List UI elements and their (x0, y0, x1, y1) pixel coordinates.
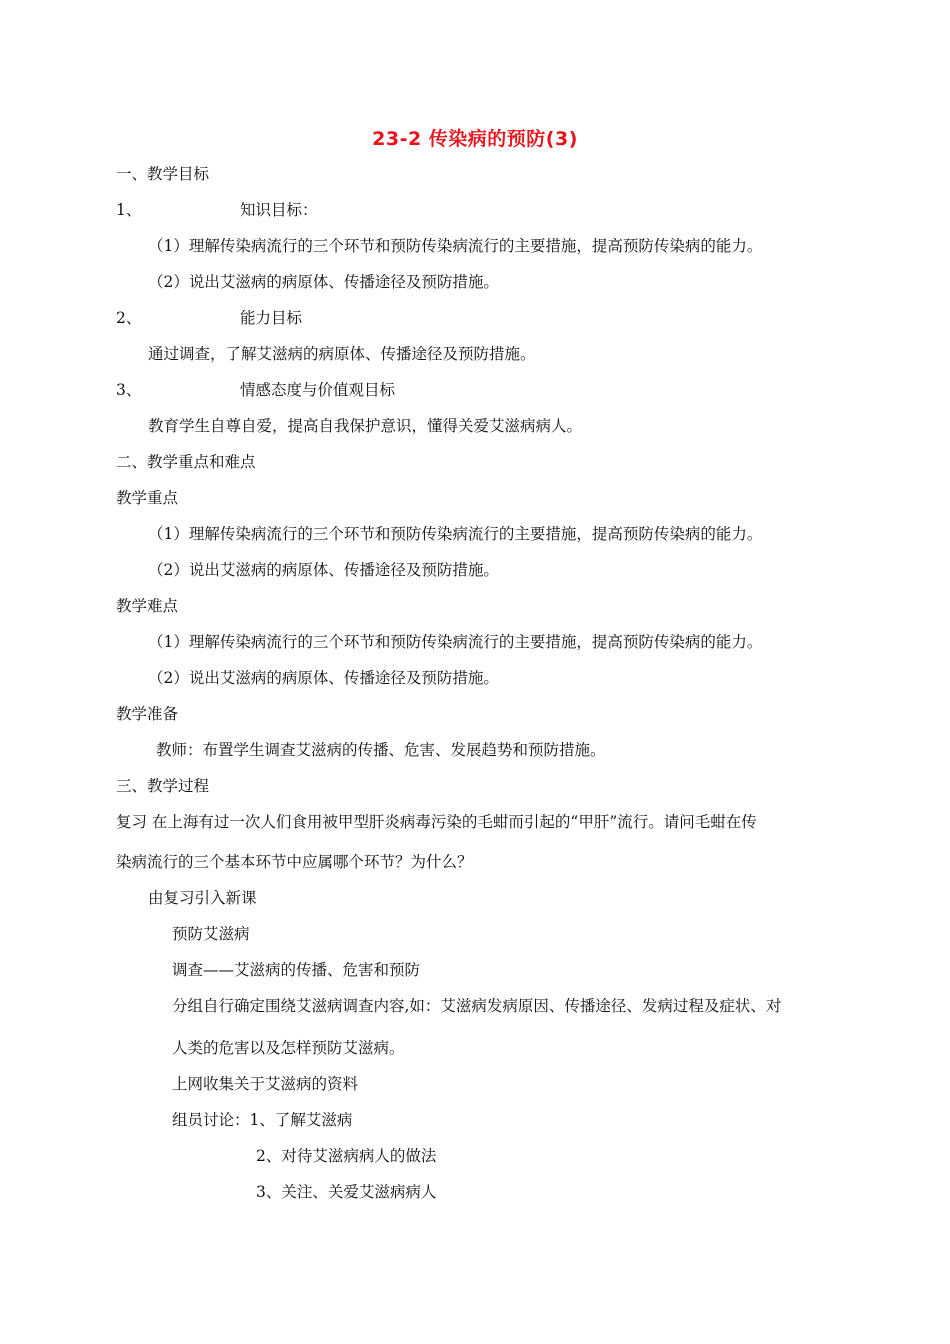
goal-3-number: 3、 (116, 381, 142, 399)
goal-2-number: 2、 (116, 309, 142, 327)
goal-2 (116, 308, 302, 328)
goal-2-label: 能力目标 (240, 309, 303, 327)
preparation-heading: 教学准备 (116, 705, 179, 723)
process-line-4: 上网收集关于艾滋病的资料 (172, 1075, 359, 1093)
preparation-text: 教师：布置学生调查艾滋病的传播、危害、发展趋势和预防措施。 (156, 741, 606, 759)
process-line-2: 调查——艾滋病的传播、危害和预防 (172, 961, 421, 979)
goal-1-label: 知识目标： (240, 201, 318, 219)
intro-line: 由复习引入新课 (148, 889, 257, 907)
key-point-a: （1）理解传染病流行的三个环节和预防传染病流行的主要措施，提高预防传染病的能力。 (148, 525, 763, 543)
process-line-3a: 分组自行确定围绕艾滋病调查内容,如：艾滋病发病原因、传播途径、发病过程及症状、对 (172, 997, 782, 1015)
goal-3 (116, 380, 395, 400)
review-line-1: 复习 在上海有过一次人们食用被甲型肝炎病毒污染的毛蚶而引起的“甲肝”流行。请问毛蚶在传 (116, 813, 757, 831)
section-heading-3: 三、教学过程 (116, 777, 210, 795)
difficulty-a: （1）理解传染病流行的三个环节和预防传染病流行的主要措施，提高预防传染病的能力。 (148, 633, 763, 651)
process-line-3b: 人类的危害以及怎样预防艾滋病。 (172, 1039, 405, 1057)
goal-3-item: 教育学生自尊自爱，提高自我保护意识，懂得关爱艾滋病病人。 (148, 417, 583, 435)
goal-1 (116, 200, 318, 220)
process-line-1: 预防艾滋病 (172, 925, 250, 943)
goal-1-number: 1、 (116, 201, 142, 219)
goal-3-label: 情感态度与价值观目标 (240, 381, 396, 399)
document-title: 23-2 传染病的预防(3) (372, 128, 578, 150)
process-line-5: 组员讨论：1、了解艾滋病 (172, 1111, 353, 1129)
goal-1-item-b: （2）说出艾滋病的病原体、传播途径及预防措施。 (148, 273, 499, 291)
review-line-2: 染病流行的三个基本环节中应属哪个环节？为什么？ (116, 853, 473, 871)
section-heading-2: 二、教学重点和难点 (116, 453, 256, 471)
goal-1-item-a: （1）理解传染病流行的三个环节和预防传染病流行的主要措施，提高预防传染病的能力。 (148, 237, 763, 255)
key-points-heading: 教学重点 (116, 489, 179, 507)
difficulty-b: （2）说出艾滋病的病原体、传播途径及预防措施。 (148, 669, 499, 687)
key-point-b: （2）说出艾滋病的病原体、传播途径及预防措施。 (148, 561, 499, 579)
difficulty-heading: 教学难点 (116, 597, 179, 615)
process-line-6: 2、对待艾滋病病人的做法 (256, 1147, 437, 1165)
process-line-7: 3、关注、关爱艾滋病病人 (256, 1183, 437, 1201)
goal-2-item: 通过调查，了解艾滋病的病原体、传播途径及预防措施。 (148, 345, 536, 363)
section-heading-1: 一、教学目标 (116, 165, 210, 183)
